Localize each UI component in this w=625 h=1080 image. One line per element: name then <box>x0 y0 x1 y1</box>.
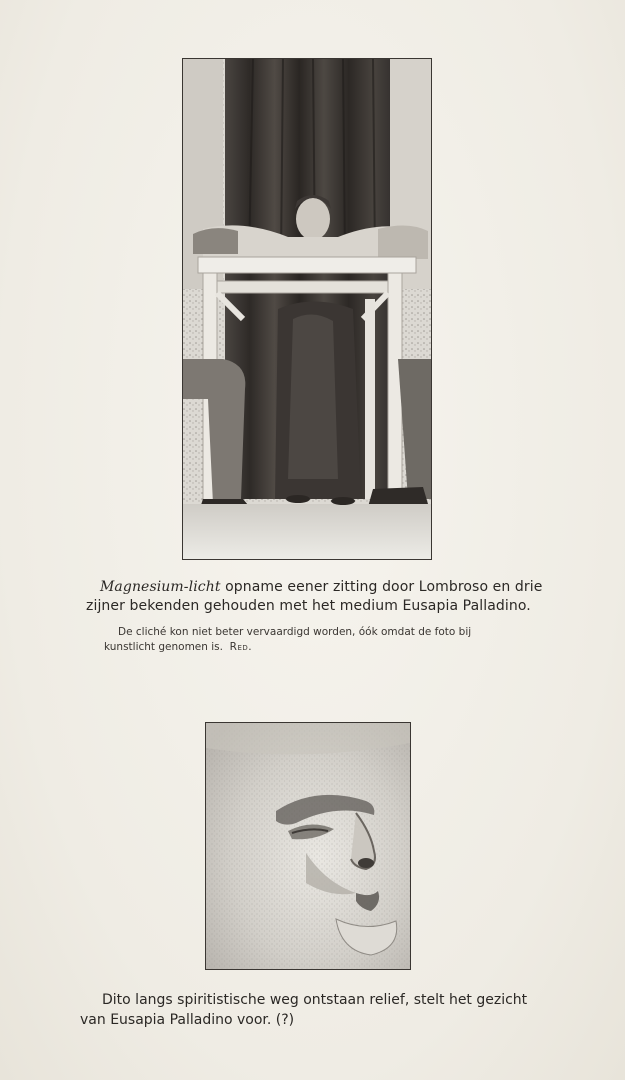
figure2-caption-line2: van Eusapia Palladino voor. (?) <box>80 1012 295 1028</box>
seance-photo-illustration <box>183 59 431 559</box>
relief-face-illustration <box>206 723 410 969</box>
figure2-caption <box>80 990 550 1030</box>
figure1-caption-line1-rest: opname eener zitting door Lombroso en drie <box>220 579 543 595</box>
relief-photograph <box>205 722 411 970</box>
figure1-editor-note <box>106 625 536 655</box>
figure1-caption <box>86 578 543 616</box>
editor-note-line2 <box>104 640 536 655</box>
figure1-caption-italic: Magnesium-licht <box>100 579 221 595</box>
editor-note-line2-text: kunstlicht genomen is. <box>104 641 223 653</box>
figure1-caption-line2: zijner bekenden gehouden met het medium Eusapia Palladino. <box>86 598 531 614</box>
figure2-caption-line1: Dito langs spiritistische weg ontstaan relief, stelt het gezicht <box>102 992 528 1008</box>
seance-photograph <box>182 58 432 560</box>
figure1-caption-line1 <box>86 578 543 597</box>
editor-note-line1: De cliché kon niet beter vervaardigd worden, óók omdat de foto bij <box>118 626 472 638</box>
editor-signature: Red. <box>229 641 253 653</box>
